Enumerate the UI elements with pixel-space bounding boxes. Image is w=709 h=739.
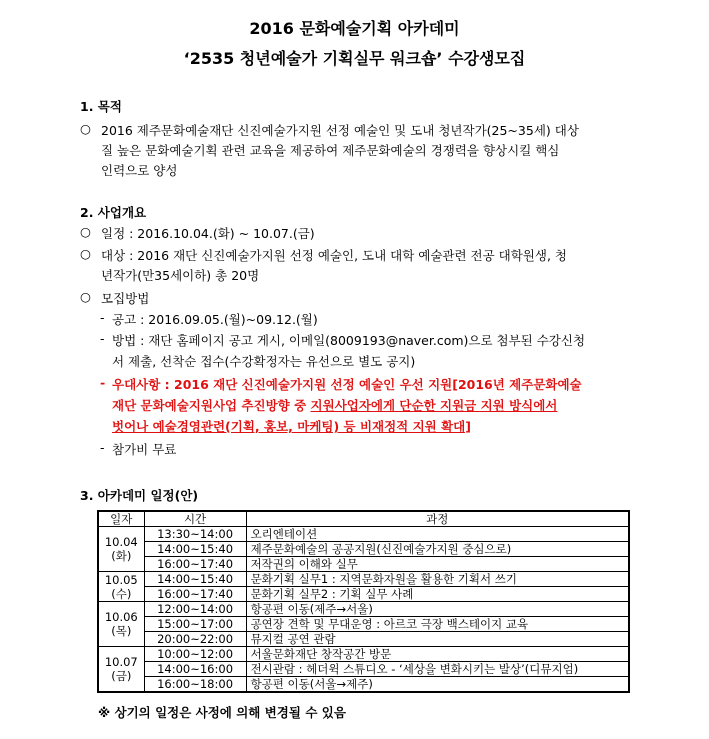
priority-line-3: 벗어나 예술경영관련(기획, 홍보, 마케팅) 등 비재정적 지원 확대] [112,419,471,434]
section-2-heading: 2. 사업개요 [80,205,147,220]
course-cell: 제주문화예술의 공공지원(신진예술가지원 중심으로) [246,542,629,557]
header-course: 과정 [246,511,629,527]
table-row [98,617,629,632]
table-row [98,572,629,587]
time-cell: 10:00~12:00 [144,647,246,662]
header-date: 일자 [98,511,144,527]
table-row [98,662,629,677]
course-cell: 항공편 이동(제주→서울) [246,602,629,617]
table-row [98,587,629,602]
schedule-table [97,510,630,693]
day-cell: 10.05 (수) [98,572,144,602]
header-time: 시간 [144,511,246,527]
time-cell: 14:00~16:00 [144,662,246,677]
course-cell: 저작권의 이해와 실무 [246,557,629,572]
day-cell: 10.06 (목) [98,602,144,647]
bullet-circle: ○ [80,224,91,239]
course-cell: 오리엔테이션 [246,527,629,542]
target-line-2: 년작가(만35세이하) 총 20명 [101,268,260,283]
course-cell: 항공편 이동(서울→제주) [246,677,629,693]
target-line-1: 대상 : 2016 재단 신진예술가지원 선정 예술인, 도내 대학 예술관련 전공 대학원생, 청 [101,248,567,263]
course-cell: 공연장 견학 및 무대운영 : 아르코 극장 백스테이지 교육 [246,617,629,632]
table-header-row [98,511,629,527]
method-line-1: 방법 : 재단 홈페이지 공고 게시, 이메일(8009193@naver.com)으로 첨부된 수강신청 [112,333,586,348]
time-cell: 16:00~17:40 [144,557,246,572]
course-cell: 문화기획 실무2 : 기획 실무 사례 [246,587,629,602]
purpose-line-2: 질 높은 문화예술기획 관련 교육을 제공하여 제주문화예술의 경쟁력을 향상시킬 핵심 [101,143,560,158]
notice-period: 공고 : 2016.09.05.(월)~09.12.(월) [112,312,318,327]
time-cell: 15:00~17:00 [144,617,246,632]
title-line-1: 2016 문화예술기획 아카데미 [249,19,460,38]
time-cell: 13:30~14:00 [144,527,246,542]
course-cell: 전시관람 : 헤더윅 스튜디오 - ‘세상을 변화시키는 발상’(디뮤지엄) [246,662,629,677]
recruit-heading: 모집방법 [101,291,150,306]
course-cell: 뮤지컬 공연 관람 [246,632,629,647]
course-cell: 서울문화재단 창작공간 방문 [246,647,629,662]
purpose-line-3: 인력으로 양성 [101,163,178,178]
time-cell: 14:00~15:40 [144,542,246,557]
priority-line-2-a: 재단 문화예술지원사업 추진방향 중 [112,398,311,413]
table-row [98,647,629,662]
time-cell: 12:00~14:00 [144,602,246,617]
priority-line-2 [112,396,557,414]
fee-text: 참가비 무료 [112,442,177,457]
table-row [98,557,629,572]
schedule-period: 일정 : 2016.10.04.(화) ~ 10.07.(금) [101,226,315,241]
table-row [98,602,629,617]
time-cell: 16:00~17:40 [144,587,246,602]
priority-line-1: 우대사항 : 2016 재단 신진예술가지원 선정 예술인 우선 지원[2016년 제주문화예술 [112,377,582,392]
purpose-line-1: 2016 제주문화예술재단 신진예술가지원 선정 예술인 및 도내 청년작가(25~35세) 대상 [101,123,579,138]
course-cell: 문화기획 실무1 : 지역문화자원을 활용한 기획서 쓰기 [246,572,629,587]
table-row [98,632,629,647]
table-row [98,542,629,557]
dash-marker: - [100,375,106,390]
method-line-2: 서 제출, 선착순 접수(수강확정자는 유선으로 별도 공지) [112,354,416,369]
table-row [98,677,629,693]
day-cell: 10.07 (금) [98,647,144,693]
dash-marker: - [100,310,105,325]
dash-marker: - [100,440,105,455]
schedule-note: ※ 상기의 일정은 사정에 의해 변경될 수 있음 [98,705,346,720]
priority-line-2-underlined: 지원사업자에게 단순한 지원금 지원 방식에서 [310,398,558,413]
bullet-circle: ○ [80,289,91,304]
bullet-circle: ○ [80,246,91,261]
time-cell: 16:00~18:00 [144,677,246,693]
time-cell: 14:00~15:40 [144,572,246,587]
section-3-heading: 3. 아카데미 일정(안) [80,488,199,503]
bullet-circle: ○ [80,121,91,136]
table-row [98,527,629,542]
day-cell: 10.04 (화) [98,527,144,572]
section-1-heading: 1. 목적 [80,99,122,114]
dash-marker: - [100,331,105,346]
title-line-2: ‘2535 청년예술가 기획실무 워크숍’ 수강생모집 [183,49,526,68]
time-cell: 20:00~22:00 [144,632,246,647]
